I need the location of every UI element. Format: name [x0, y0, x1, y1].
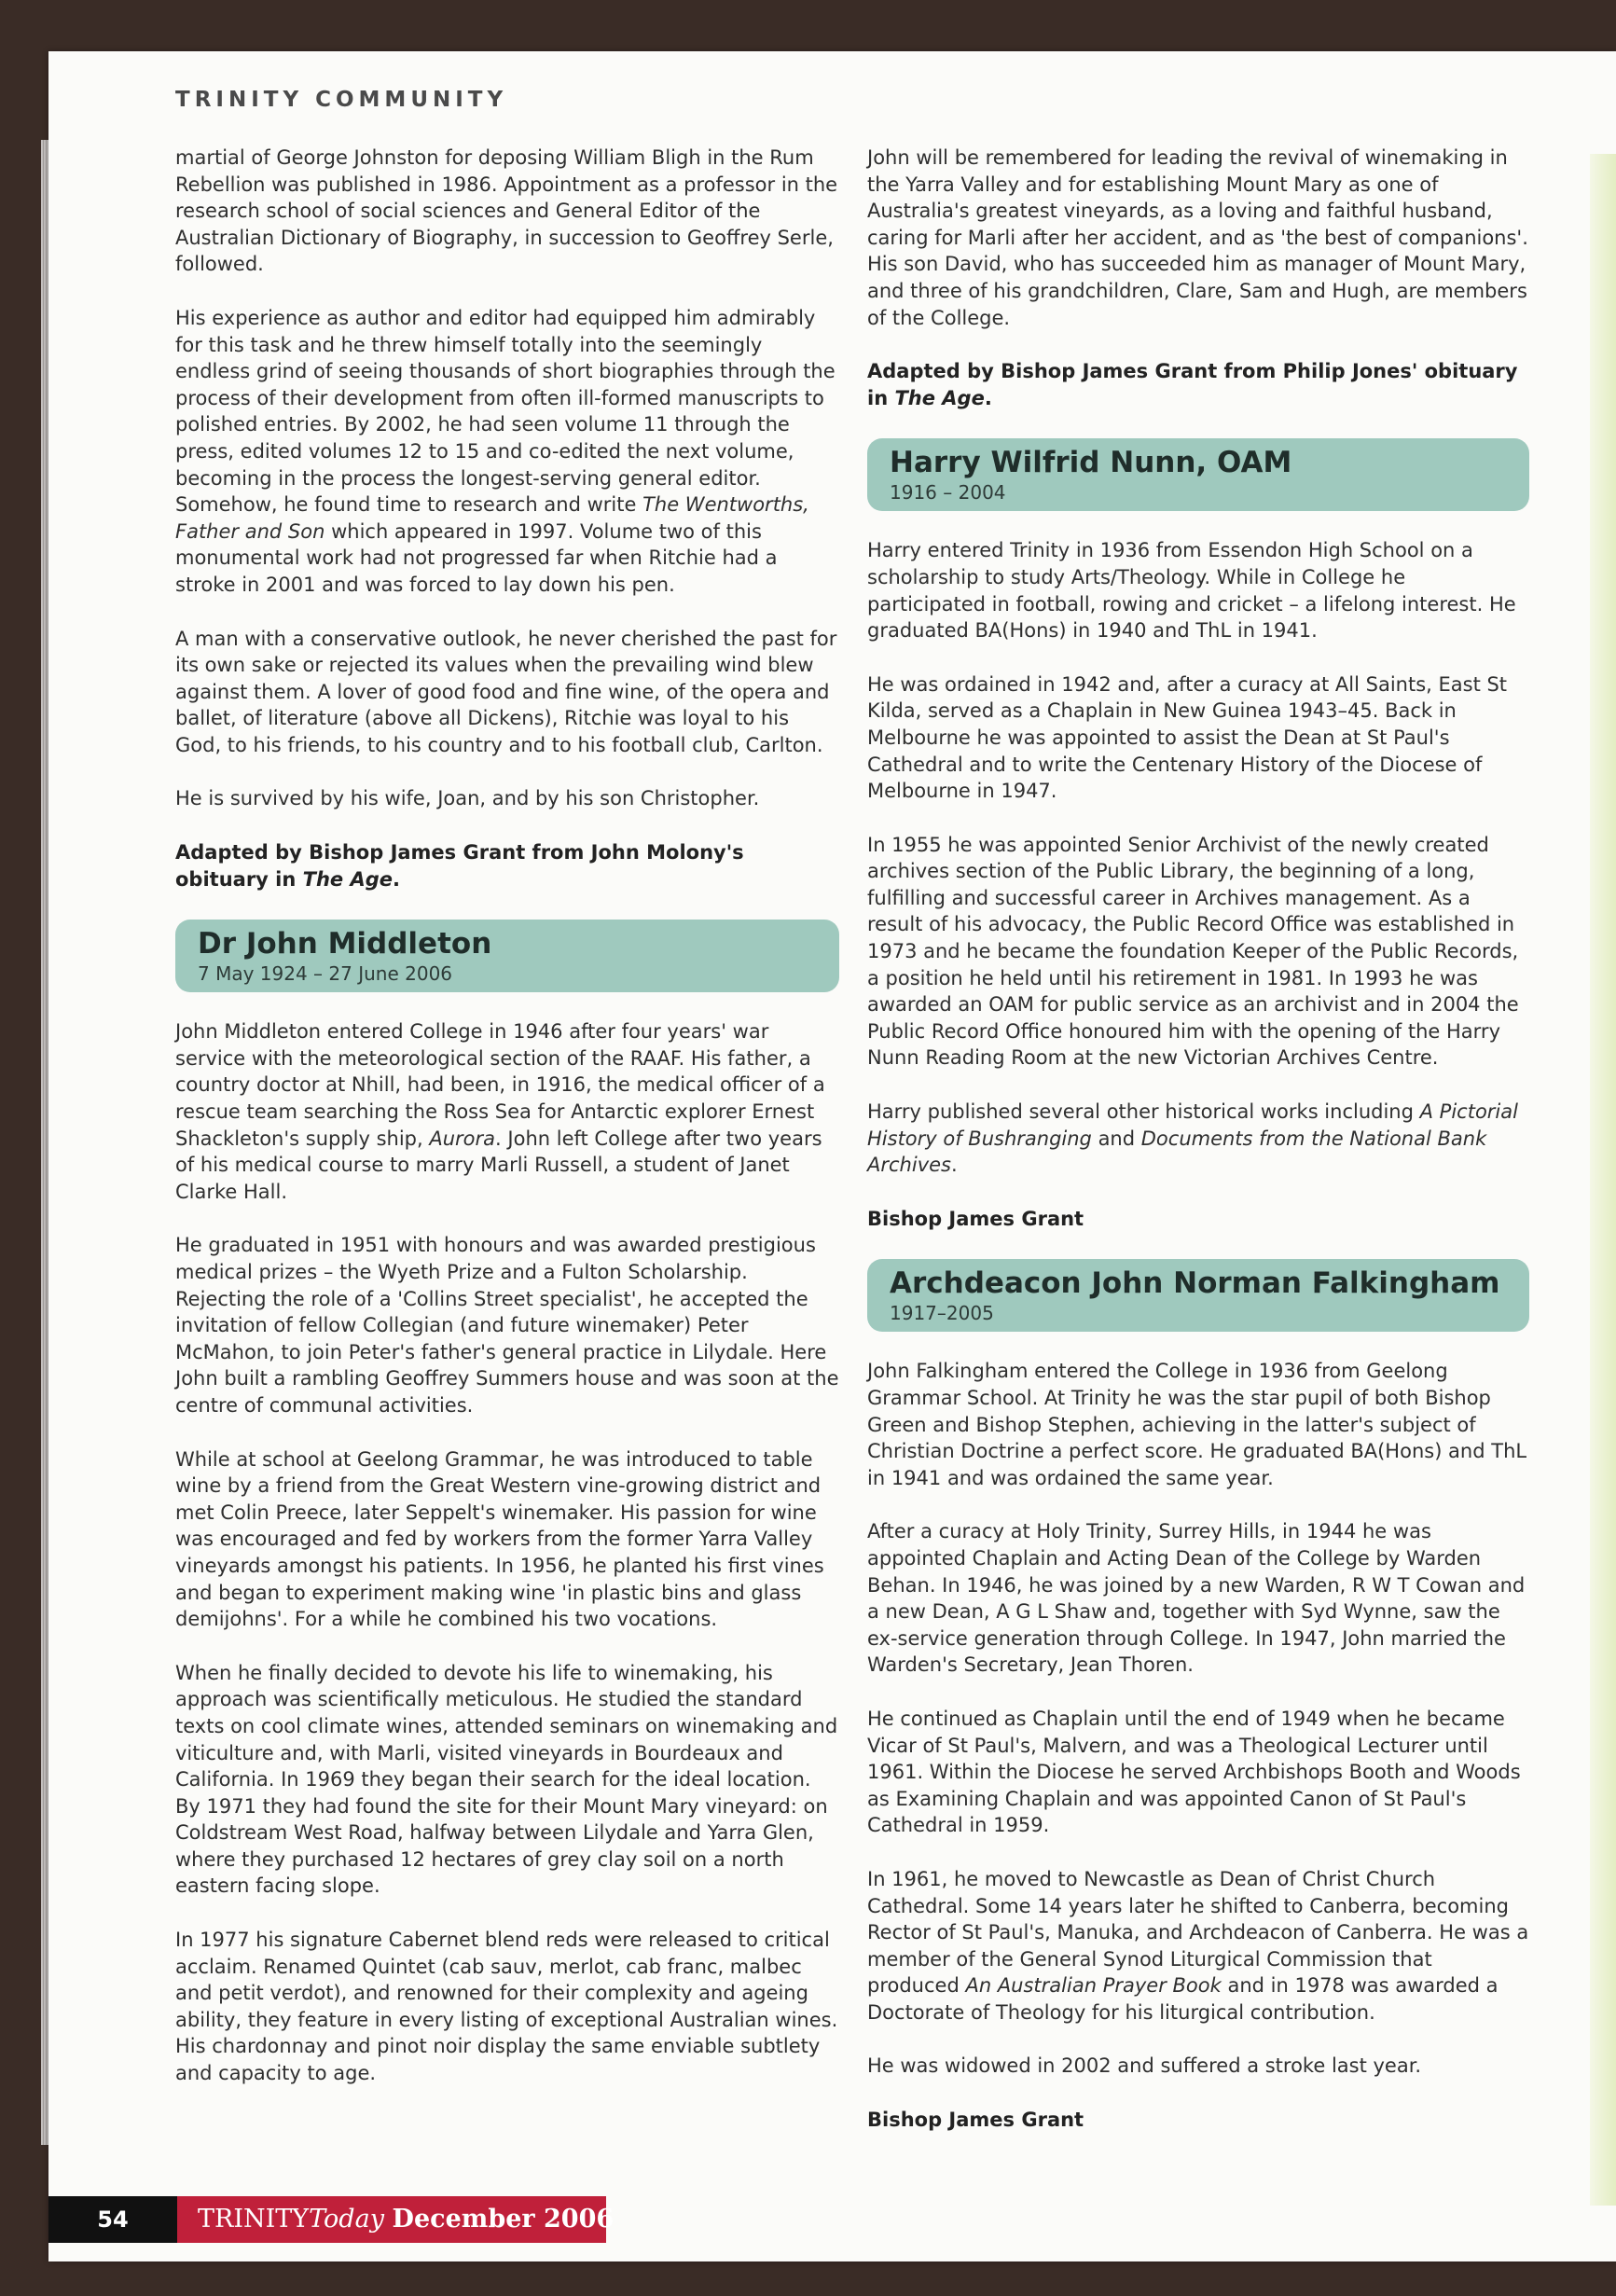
paragraph: John Falkingham entered the College in 1936 from Geelong Grammar School. At Trinity he was the star pupil of both Bishop Green and Bishop Stephen, achieving in the latter's subject of Christian Doctrine a perfect score. He graduated BA(Hons) and ThL in 1941 and was ordained the same year.: [867, 1360, 1527, 1489]
obituary-heading-middleton: [175, 920, 839, 992]
magazine-footer: [177, 2196, 615, 2243]
obituary-dates: 1916 – 2004: [890, 481, 1006, 505]
obituary-heading-nunn: [867, 438, 1529, 511]
paragraph: His experience as author and editor had equipped him admirably for this task and he threw himself totally into the seemingly endless grind of seeing thousands of short biographies through the process of their development from often ill-formed manuscripts to polished entries. By 2002, he had seen volume 11 through the press, edited volumes 12 to 15 and co-edited the next volume, becoming in the process the longest-serving general editor. Somehow, he found time to research and write The Wentworths, Father and Son which appeared in 1997. Volume two of this monumental work had not progressed far when Ritchie had a stroke in 2001 and was forced to lay down his pen.: [175, 306, 836, 596]
obituary-name: Dr John Middleton: [198, 927, 492, 961]
paragraph: John will be remembered for leading the revival of winemaking in the Yarra Valley and for establishing Mount Mary as one of Australia's greatest vineyards, as a loving and faithful husband, caring for Marli after her accident, and as 'the best of companions'. His son David, who has succeeded him as manager of Mount Mary, and three of his grandchildren, Clare, Sam and Hugh, are members of the College.: [867, 146, 1528, 329]
paragraph: A man with a conservative outlook, he never cherished the past for its own sake or rejected its values when the prevailing wind blew against them. A lover of good food and fine wine, of the opera and ballet, of literature (above all Dickens), Ritchie was loyal to his God, to his friends, to his country and to his football club, Carlton.: [175, 627, 837, 756]
obituary-name: Harry Wilfrid Nunn, OAM: [890, 446, 1292, 480]
page-number: 54: [48, 2196, 177, 2243]
obituary-name: Archdeacon John Norman Falkingham: [890, 1266, 1500, 1301]
obituary-heading-falkingham: [867, 1259, 1529, 1332]
section-title: TRINITY COMMUNITY: [175, 88, 508, 112]
obituary-dates: 1917–2005: [890, 1302, 994, 1325]
paragraph: He graduated in 1951 with honours and was awarded prestigious medical prizes – the Wyeth Prize and a Fulton Scholarship. Rejecting the role of a 'Collins Street specialist', he accepted the invitation of fellow Collegian (and future winemaker) Peter McMahon, to join Peter's father's general practice in Lilydale. Here John built a rambling Geoffrey Summers house and was soon at the centre of communal activities.: [175, 1234, 839, 1417]
paragraph: He was ordained in 1942 and, after a curacy at All Saints, East St Kilda, served as a Chaplain in New Guinea 1943–45. Back in Melbourne he was appointed to assist the Dean at St Paul's Cathedral and to write the Centenary History of the Diocese of Melbourne in 1947.: [867, 672, 1508, 803]
right-column: [867, 145, 1529, 2161]
magazine-name: TRINITY: [198, 2205, 310, 2234]
paragraph: He continued as Chaplain until the end of 1949 when he became Vicar of St Paul's, Malvern, and was a Theological Lecturer until 1961. Within the Diocese he served Archbishops Booth and Woods as Examining Chaplain and was appointed Canon of St Paul's Cathedral in 1959.: [867, 1707, 1521, 1837]
paragraph: While at school at Geelong Grammar, he was introduced to table wine by a friend from the Great Western vine-growing district and met Colin Preece, later Seppelt's winemaker. His passion for wine was encouraged and fed by workers from the former Yarra Valley vineyards amongst his patients. In 1956, he planted his first vines and began to experiment making wine 'in plastic bins and glass demijohns'. For a while he combined his two vocations.: [175, 1447, 824, 1631]
paragraph: martial of George Johnston for deposing William Bligh in the Rum Rebellion was published in 1986. Appointment as a professor in the research school of social sciences and General Editor of the Australian Dictionary of Biography, in succession to Geoffrey Serle, followed.: [175, 146, 838, 276]
book-title: The Wentworths, Father and Son: [175, 493, 809, 543]
obituary-credit: Bishop James Grant: [867, 2109, 1084, 2132]
paragraph: Harry published several other historical works including A Pictorial History of Bushranging and Documents from the National Bank Archives.: [867, 1100, 1518, 1177]
paragraph: He is survived by his wife, Joan, and by his son Christopher.: [175, 787, 760, 810]
obituary-dates: 7 May 1924 – 27 June 2006: [198, 962, 453, 986]
left-column: [175, 145, 839, 2114]
paragraph: In 1955 he was appointed Senior Archivist of the newly created archives section of the Public Library, the beginning of a long, fulfilling and successful career in Archives management. As a result of his advocacy, the Public Record Office was established in 1973 and he became the foundation Keeper of the Public Records, a position he held until his retirement in 1981. In 1993 he was awarded an OAM for public service as an archivist and in 2004 the Public Record Office honoured him with the opening of the Harry Nunn Reading Room at the new Victorian Archives Centre.: [867, 833, 1519, 1070]
paragraph: After a curacy at Holy Trinity, Surrey Hills, in 1944 he was appointed Chaplain and Acting Dean of the College by Warden Behan. In 1946, he was joined by a new Warden, R W T Cowan and a new Dean, A G L Shaw and, together with Syd Wynne, saw the ex-service generation through College. In 1947, John married the Warden's Secretary, Jean Thoren.: [867, 1520, 1526, 1677]
paragraph: John Middleton entered College in 1946 after four years' war service with the meteorological section of the RAAF. His father, a country doctor at Nhill, had been, in 1916, the medical officer of a rescue team searching the Ross Sea for Antarctic explorer Ernest Shackleton's supply ship, Aurora. John left College after two years of his medical course to marry Marli Russell, a student of Janet Clarke Hall.: [175, 1020, 825, 1203]
paragraph: In 1977 his signature Cabernet blend reds were released to critical acclaim. Renamed Quintet (cab sauv, merlot, cab franc, malbec and petit verdot), and renowned for their complexity and ageing ability, they feature in every listing of exceptional Australian wines. His chardonnay and pinot noir display the same enviable subtlety and capacity to age.: [175, 1929, 838, 2085]
obituary-credit: Bishop James Grant: [867, 1207, 1084, 1230]
obituary-credit: Adapted by Bishop James Grant from John Molony's obituary in The Age.: [175, 841, 744, 891]
paragraph: When he finally decided to devote his life to winemaking, his approach was scientifically meticulous. He studied the standard texts on cool climate wines, attended seminars on winemaking and viticulture and, with Marli, visited vineyards in Bourdeaux and California. In 1969 they began their search for the ideal location. By 1971 they had found the site for their Mount Mary vineyard: on Coldstream West Road, halfway between Lilydale and Yarra Glen, where they purchased 12 hectares of grey clay soil on a north eastern facing slope.: [175, 1661, 838, 1898]
paragraph: In 1961, he moved to Newcastle as Dean of Christ Church Cathedral. Some 14 years later he shifted to Canberra, becoming Rector of St Paul's, Manuka, and Archdeacon of Canberra. He was a member of the General Synod Liturgical Commission that produced An Australian Prayer Book and in 1978 was awarded a Doctorate of Theology for his liturgical contribution.: [867, 1867, 1529, 2024]
obituary-credit: Adapted by Bishop James Grant from Philip Jones' obituary in The Age.: [867, 360, 1518, 409]
paragraph: He was widowed in 2002 and suffered a stroke last year.: [867, 2054, 1422, 2078]
issue-date: December 2006: [392, 2205, 615, 2234]
paragraph: Harry entered Trinity in 1936 from Essendon High School on a scholarship to study Arts/Theology. While in College he participated in football, rowing and cricket – a lifelong interest. He graduated BA(Hons) in 1940 and ThL in 1941.: [867, 539, 1516, 643]
magazine-name-today: Today: [309, 2205, 384, 2234]
next-page-edge: [1590, 154, 1616, 2206]
